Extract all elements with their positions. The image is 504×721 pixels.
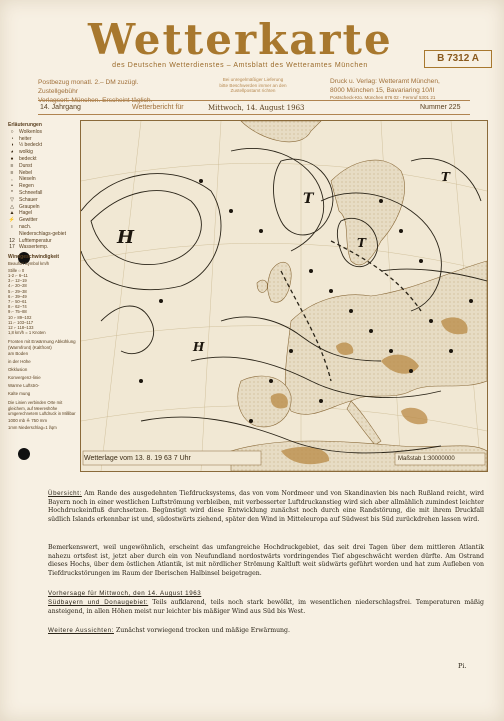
report-date: Mittwoch, 14. August 1963 <box>208 104 305 112</box>
overview-text: Am Rande des ausgedehnten Tiefdrucksystems, das von vom Nordmeer und von Skandinavien bis nach Rußland reicht, wird Bayern noch in einer westlichen Luftströmung verbleiben, mit verbesserter Luftdruckanstieg wird sich aber allmählich zumindest leichter Hochdruckeinfluß durchsetzen. Begünstigt wird diese Entwicklung zunächst noch durch eine Randstörung, die mit ihrem Druckfall südlich Islands erkennbar ist und, südostwärts ziehend, später den Wind in Mitteleuropa auf Südwest bis Süd zurückdrehen lassen wird. <box>48 490 485 524</box>
legend-item <box>8 224 78 231</box>
delivery-line: Bei unregelmäßiger Lieferung <box>222 77 284 82</box>
legend-symbol: ≡ <box>10 169 14 176</box>
masthead-title: Wetterkarte <box>88 15 393 64</box>
wind-row: 12 ⌐ 118–133 <box>8 324 34 330</box>
legend-symbol: ▲ <box>9 210 15 217</box>
legend-symbol: ● <box>10 155 14 162</box>
legend-title: Erläuterungen <box>8 122 42 128</box>
legend-item <box>8 156 78 163</box>
front-row: am Boden <box>8 351 29 357</box>
legend-item <box>8 163 78 170</box>
front-row: Warme Luftströ- <box>8 383 40 389</box>
legend-item <box>8 129 78 136</box>
wind-row: 1-2 ⌐ 6–11 <box>8 272 28 278</box>
map-date-label: Wetterlage vom 13. 8. 19 63 7 Uhr <box>84 455 191 462</box>
issue-number: Nummer 225 <box>420 104 461 111</box>
legend-item <box>8 217 78 224</box>
svg-text:T: T <box>303 191 314 207</box>
delivery-line: bitte Beschwerden immer an den <box>219 82 287 88</box>
legend-symbol: ◑ <box>10 142 14 149</box>
isobar-scale: 1000 mb ≙ 750 mm <box>8 418 48 424</box>
legend-label: heiter <box>19 135 32 142</box>
wind-row: 9 ⌐ 75–88 <box>8 309 27 315</box>
legend-label: Hagel <box>19 210 33 217</box>
legend-label: ½ bedeckt <box>19 142 43 149</box>
forecaster-signature: Pi. <box>458 662 467 670</box>
issue-badge: B 7312 A <box>424 50 492 68</box>
south-bavaria-text: Teils aufklarend, teils noch stark bewölkt, im wesentlichen niederschlagsfrei. Temperaturen mäßig ansteigend, in allen Höhen meist nur leichter bis mäßiger Wind aus Süd bis West. <box>48 599 484 615</box>
publisher-location-line: Verlagsort: München. Erscheint täglich. <box>38 97 153 104</box>
legend-label: nach. <box>19 223 32 230</box>
legend-item <box>8 231 78 238</box>
wind-title: Windgeschwindigkeit <box>8 254 60 261</box>
svg-text:H: H <box>193 340 205 354</box>
legend-item <box>8 149 78 156</box>
isobar-note: Die Linien verbinden Orte mit gleichem, auf Meereshöhe umgerechnetem Luftdruck in Millibar <box>8 400 76 416</box>
legend-symbol: ▽ <box>10 196 14 203</box>
front-row: in der Höhe <box>8 359 31 365</box>
header-rule-top <box>38 100 470 101</box>
wind-row: 7 ⌐ 50–61 <box>8 298 27 304</box>
svg-text:T: T <box>357 236 366 250</box>
volume-label: 14. Jahrgang <box>40 104 81 111</box>
outlook-heading: Weitere Aussichten: <box>48 627 114 634</box>
legend-label: Wassertemp. <box>19 244 49 251</box>
legend-item <box>8 142 78 149</box>
forecast-heading <box>48 590 484 599</box>
legend-label: Gewitter <box>19 217 38 224</box>
legend-symbol: ◕ <box>10 149 14 156</box>
masthead-subtitle: des Deutschen Wetterdienstes – Amtsblatt des Wetteramtes München <box>112 62 368 69</box>
header-rule-bottom <box>38 114 470 115</box>
legend-symbol: • <box>11 183 13 190</box>
legend-item <box>8 197 78 204</box>
legend-symbol: 12 <box>9 237 15 244</box>
report-for-label: Wetterbericht für <box>132 104 184 111</box>
legend-item <box>8 238 78 245</box>
printer-account-line: Postscheck-Kto. München 876 02 · Fernruf 5301 21 <box>330 95 436 100</box>
synoptic-map-graphic <box>81 121 487 471</box>
synoptic-map <box>80 120 488 472</box>
wind-row: 8 ⌐ 62–74 <box>8 304 27 310</box>
legend-symbol: △ <box>10 203 14 210</box>
punch-hole <box>18 448 30 460</box>
legend-symbol: ◔ <box>10 135 14 142</box>
legend-symbol: , <box>11 176 13 183</box>
wind-row: Stille ○ 0 <box>8 267 25 273</box>
delivery-info <box>192 77 314 94</box>
front-rows <box>8 350 78 398</box>
printer-address-line: 8000 München 15, Bavariaring 10/II <box>330 87 435 94</box>
remark-paragraph: Bemerkenswert, weil ungewöhnlich, erscheint das umfangreiche Hochdruckgebiet, das seit drei Tagen über dem mittleren Atlantik nahezu ortsfest ist, jetzt aber durch ein von Neufundland nordostwärts vordringendes Tief abgeschwächt werden dürfte. Am Ostrand dieses Hochs, über dem östlichen Atlantik, ist mit nördlicher Strömung Kaltluft weit südwärts geführt worden und hat zum Aufleben von Tiefdruckstörungen im Raum der Iberischen Halbinsel beigetragen. <box>48 544 484 578</box>
legend-symbol: ⚡ <box>8 217 16 224</box>
legend-label: Niederschlags-gebiet <box>19 230 66 237</box>
precip-note: 1mm Niederschlag=1 l/qm <box>8 425 57 431</box>
legend-label: Lufttemperatur <box>19 237 52 244</box>
wind-row: 11 ⌐ 103–117 <box>8 319 34 325</box>
front-row: Konvergenz-linie <box>8 375 41 381</box>
overview-heading: Übersicht: <box>48 490 82 497</box>
legend-symbol: ı <box>11 223 13 230</box>
legend-item <box>8 183 78 190</box>
legend-label: Regen <box>19 183 34 190</box>
wind-row: 5 ⌐ 29–38 <box>8 288 27 294</box>
map-legend <box>8 122 78 432</box>
delivery-line: Zustellpostamt richten <box>230 88 276 94</box>
legend-label: Schneefall <box>19 189 43 196</box>
legend-item <box>8 204 78 211</box>
legend-label: Wolkenlos <box>19 128 42 135</box>
legend-item <box>8 244 78 251</box>
legend-label: Graupeln <box>19 203 40 210</box>
legend-label: Dunst <box>19 162 33 169</box>
printer-info <box>330 77 498 101</box>
legend-symbol: ○ <box>10 128 14 135</box>
forecast-title: Vorhersage für Mittwoch, den 14. August 1963 <box>48 590 202 597</box>
overview-paragraph <box>48 490 484 525</box>
map-scale-label: Maßstab 1:30000000 <box>398 456 455 462</box>
legend-items <box>8 129 78 251</box>
legend-label: wolkig <box>19 149 33 156</box>
wind-row: 3 ⌐ 12–19 <box>8 278 27 284</box>
legend-label: Nebel <box>19 169 33 176</box>
south-bavaria-paragraph <box>48 599 484 616</box>
legend-item <box>8 176 78 183</box>
wind-columns: Beaufort Symbol km/h <box>8 260 50 266</box>
legend-item <box>8 170 78 177</box>
wind-row: 10 ⌐ 89–102 <box>8 314 32 320</box>
wind-rows <box>8 268 78 330</box>
legend-label: Nieseln <box>19 176 36 183</box>
legend-symbol: 17 <box>9 244 15 251</box>
svg-text:H: H <box>117 227 135 248</box>
knot-conversion: 1,8 km/h = 1 Knoten <box>8 330 46 336</box>
legend-label: Schauer <box>19 196 38 203</box>
front-row: Okklusion <box>8 367 28 373</box>
legend-symbol: ≡ <box>10 162 14 169</box>
outlook-paragraph <box>48 627 484 636</box>
printer-line: Druck u. Verlag: Wetteramt München, <box>330 78 440 85</box>
fronts-title: Fronten mit Erwärmung Abkühlung (Warmfront) (Kaltfront) <box>8 338 76 350</box>
wind-row: 4 ⌐ 20–28 <box>8 283 27 289</box>
subscription-line: Postbezug monatl. 2.– DM zuzügl. Zustellgebühr <box>38 79 139 95</box>
legend-item <box>8 190 78 197</box>
legend-item <box>8 210 78 217</box>
legend-symbol: * <box>11 189 13 196</box>
legend-label: bedeckt <box>19 155 37 162</box>
svg-text:T: T <box>441 170 450 184</box>
wind-row: 6 ⌐ 39–49 <box>8 293 27 299</box>
front-row: Kalte mung <box>8 391 31 397</box>
legend-symbol <box>8 231 16 238</box>
south-bavaria-heading: Südbayern und Donaugebiet: <box>48 599 149 606</box>
outlook-text: Zunächst vorwiegend trocken und mäßige Erwärmung. <box>115 627 290 634</box>
